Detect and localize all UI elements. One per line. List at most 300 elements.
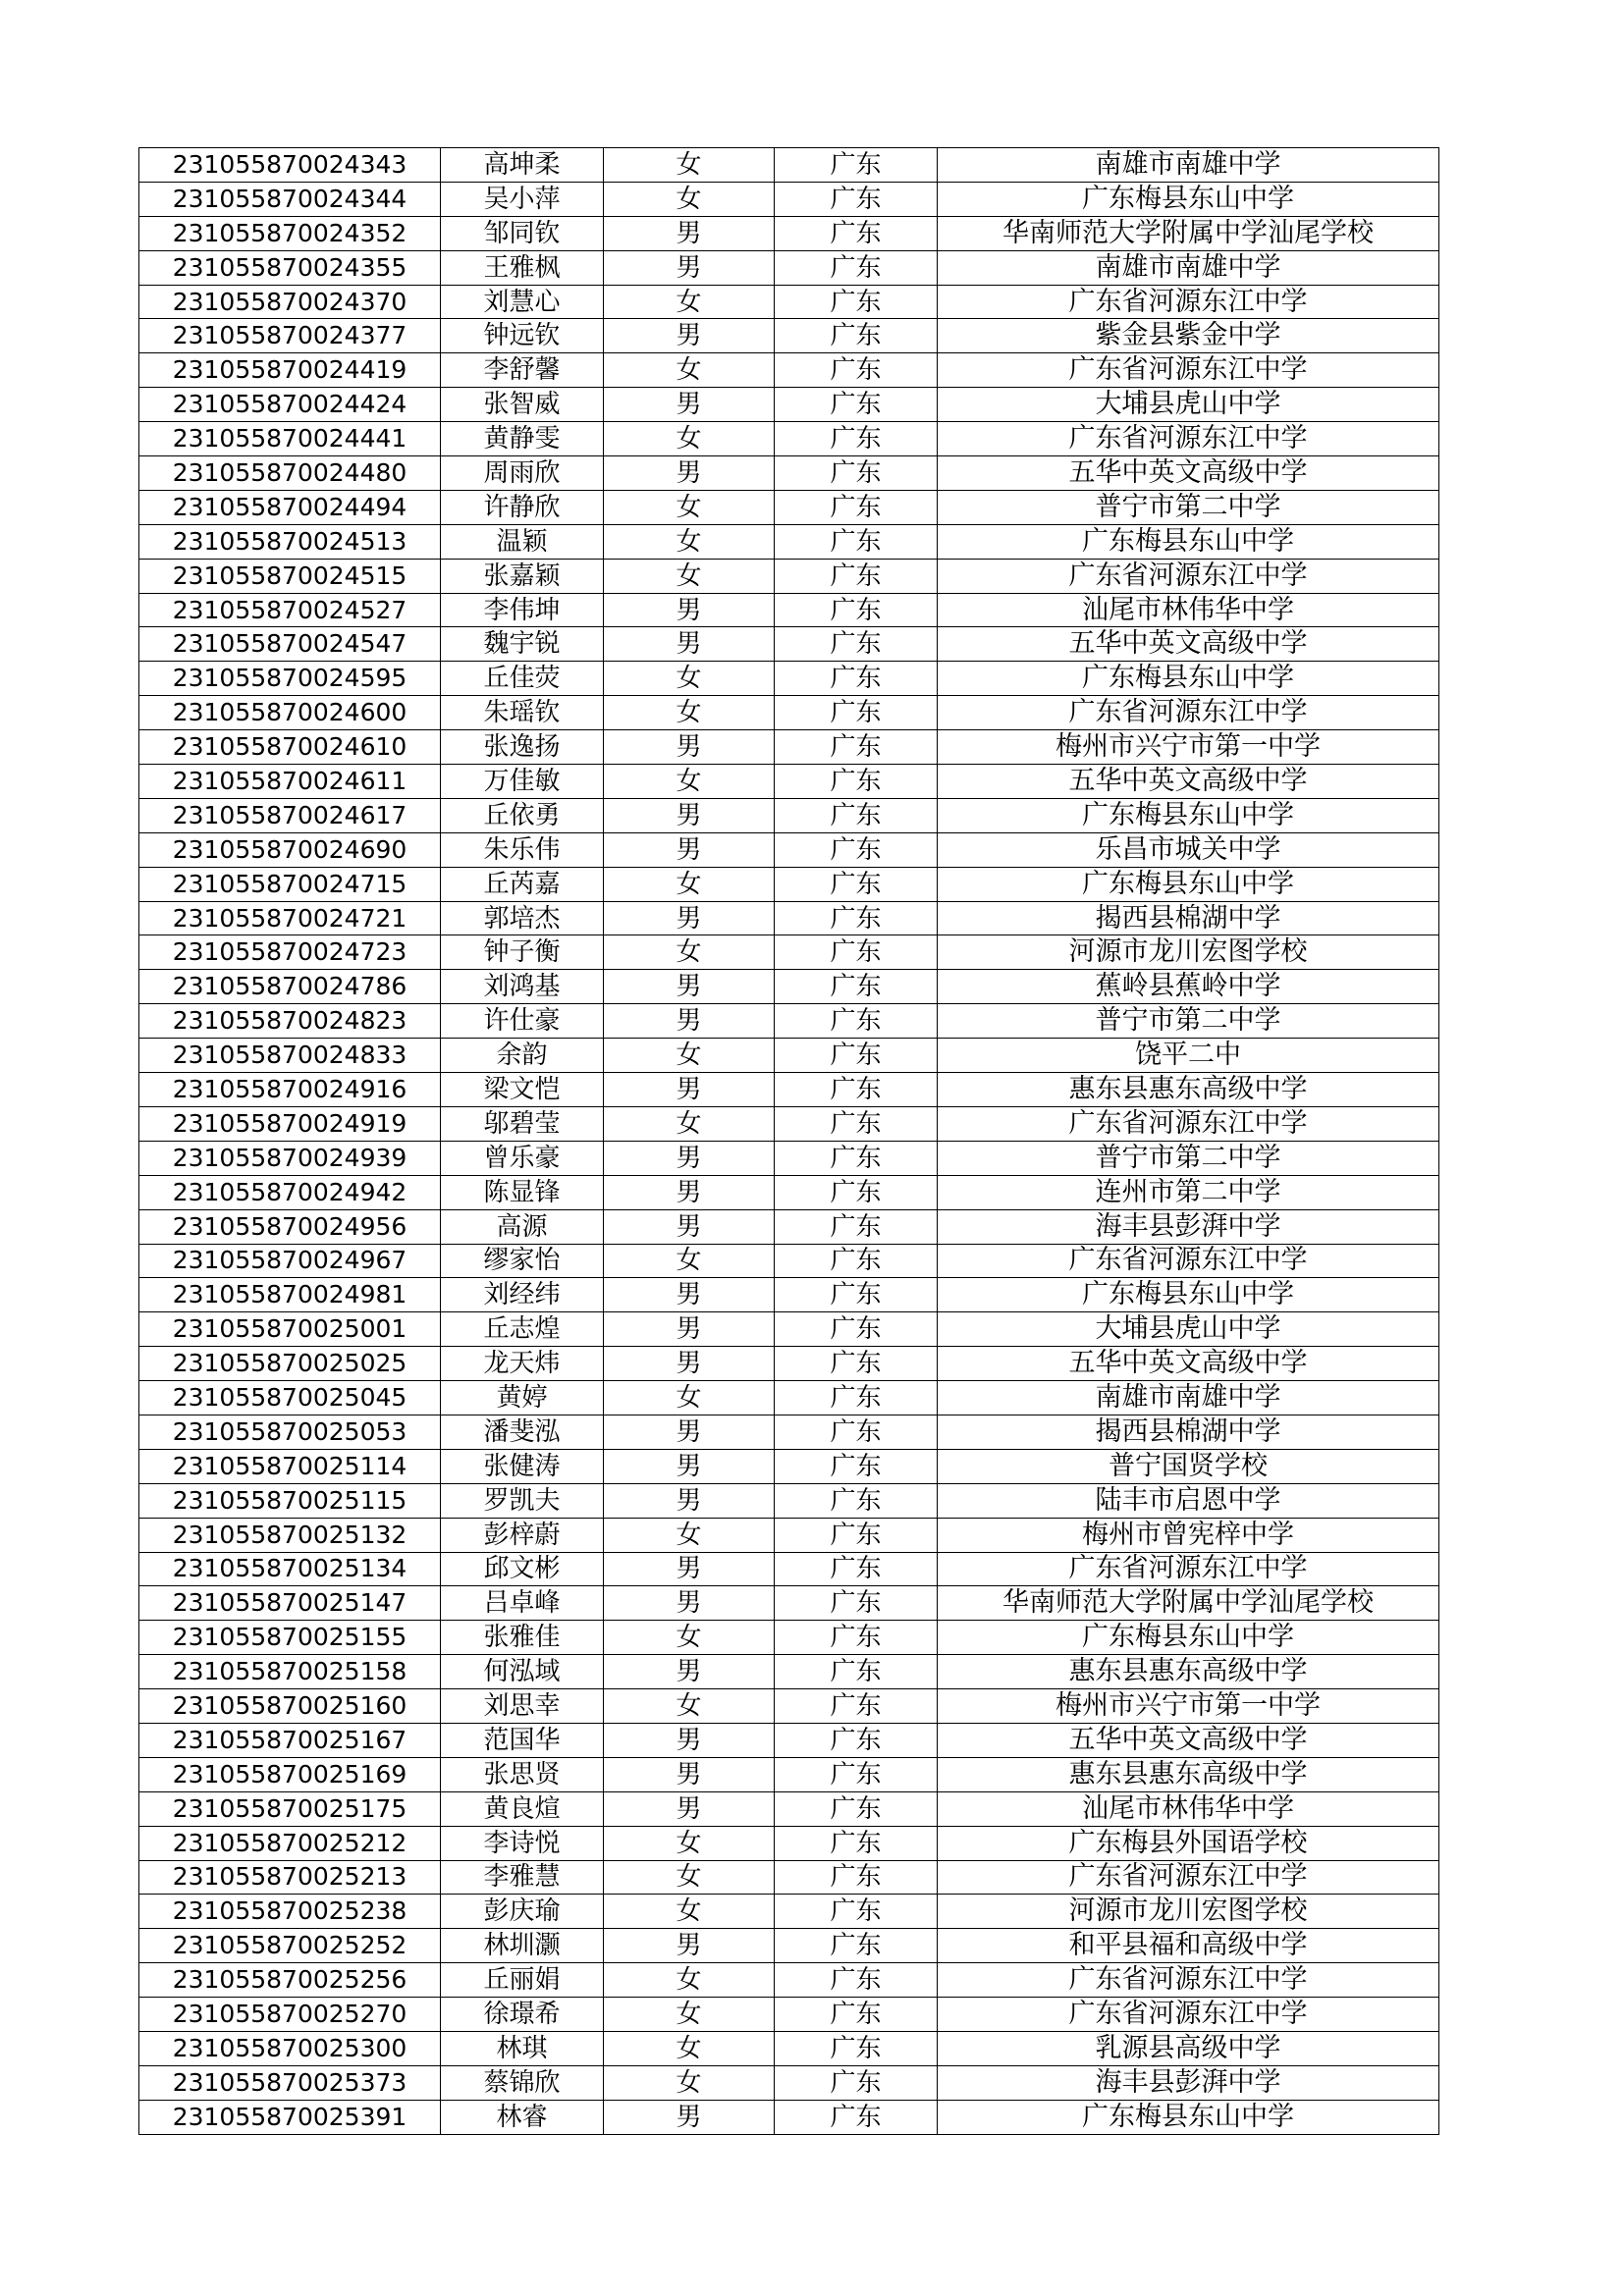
- province-cell: 广东: [775, 901, 938, 935]
- gender-cell: 男: [604, 2100, 775, 2134]
- gender-cell: 女: [604, 1860, 775, 1895]
- candidate-id-cell: 231055870025025: [139, 1347, 441, 1381]
- gender-cell: 女: [604, 1621, 775, 1655]
- province-cell: 广东: [775, 662, 938, 696]
- province-cell: 广东: [775, 1689, 938, 1724]
- province-cell: 广东: [775, 2031, 938, 2065]
- gender-cell: 男: [604, 1586, 775, 1621]
- gender-cell: 女: [604, 1963, 775, 1998]
- table-row: [139, 730, 1439, 765]
- gender-cell: 男: [604, 1483, 775, 1518]
- school-cell: 汕尾市林伟华中学: [938, 1791, 1439, 1826]
- gender-cell: 女: [604, 1106, 775, 1141]
- name-cell: 刘鸿基: [441, 970, 604, 1004]
- gender-cell: 女: [604, 1689, 775, 1724]
- school-cell: 梅州市兴宁市第一中学: [938, 730, 1439, 765]
- table-row: [139, 1929, 1439, 1963]
- table-row: [139, 1757, 1439, 1791]
- province-cell: 广东: [775, 970, 938, 1004]
- table-row: [139, 1895, 1439, 1929]
- gender-cell: 男: [604, 388, 775, 422]
- school-cell: 揭西县棉湖中学: [938, 901, 1439, 935]
- province-cell: 广东: [775, 1552, 938, 1586]
- name-cell: 缪家怡: [441, 1244, 604, 1278]
- school-cell: 大埔县虎山中学: [938, 388, 1439, 422]
- gender-cell: 女: [604, 662, 775, 696]
- table-row: [139, 1723, 1439, 1757]
- school-cell: 广东梅县东山中学: [938, 1278, 1439, 1312]
- name-cell: 余韵: [441, 1039, 604, 1073]
- province-cell: 广东: [775, 1415, 938, 1449]
- gender-cell: 女: [604, 765, 775, 799]
- name-cell: 张健涛: [441, 1449, 604, 1483]
- name-cell: 彭梓蔚: [441, 1518, 604, 1552]
- name-cell: 潘斐泓: [441, 1415, 604, 1449]
- province-cell: 广东: [775, 1209, 938, 1244]
- gender-cell: 女: [604, 2031, 775, 2065]
- table-row: [139, 388, 1439, 422]
- table-row: [139, 1175, 1439, 1209]
- name-cell: 林睿: [441, 2100, 604, 2134]
- candidate-id-cell: 231055870025045: [139, 1381, 441, 1415]
- candidate-id-cell: 231055870025256: [139, 1963, 441, 1998]
- gender-cell: 女: [604, 285, 775, 319]
- name-cell: 高源: [441, 1209, 604, 1244]
- name-cell: 万佳敏: [441, 765, 604, 799]
- table-row: [139, 593, 1439, 627]
- school-cell: 河源市龙川宏图学校: [938, 1895, 1439, 1929]
- school-cell: 五华中英文高级中学: [938, 765, 1439, 799]
- candidate-id-cell: 231055870025158: [139, 1655, 441, 1689]
- table-row: [139, 832, 1439, 867]
- roster-table: [138, 147, 1439, 2135]
- name-cell: 林圳灏: [441, 1929, 604, 1963]
- candidate-id-cell: 231055870024355: [139, 250, 441, 285]
- table-row: [139, 559, 1439, 593]
- province-cell: 广东: [775, 1073, 938, 1107]
- province-cell: 广东: [775, 1518, 938, 1552]
- name-cell: 朱瑶钦: [441, 696, 604, 730]
- table-row: [139, 353, 1439, 388]
- name-cell: 罗凯夫: [441, 1483, 604, 1518]
- school-cell: 广东省河源东江中学: [938, 1552, 1439, 1586]
- table-row: [139, 2100, 1439, 2134]
- candidate-id-cell: 231055870024419: [139, 353, 441, 388]
- province-cell: 广东: [775, 1449, 938, 1483]
- candidate-id-cell: 231055870025167: [139, 1723, 441, 1757]
- candidate-id-cell: 231055870024786: [139, 970, 441, 1004]
- name-cell: 李舒馨: [441, 353, 604, 388]
- province-cell: 广东: [775, 1895, 938, 1929]
- school-cell: 广东梅县东山中学: [938, 1621, 1439, 1655]
- name-cell: 周雨欣: [441, 456, 604, 491]
- table-row: [139, 1621, 1439, 1655]
- gender-cell: 男: [604, 1004, 775, 1039]
- school-cell: 普宁市第二中学: [938, 1141, 1439, 1175]
- table-row: [139, 1483, 1439, 1518]
- name-cell: 邬碧莹: [441, 1106, 604, 1141]
- school-cell: 广东梅县东山中学: [938, 662, 1439, 696]
- name-cell: 范国华: [441, 1723, 604, 1757]
- school-cell: 广东梅县东山中学: [938, 2100, 1439, 2134]
- gender-cell: 女: [604, 524, 775, 559]
- province-cell: 广东: [775, 1826, 938, 1860]
- gender-cell: 男: [604, 1312, 775, 1347]
- school-cell: 梅州市曾宪梓中学: [938, 1518, 1439, 1552]
- province-cell: 广东: [775, 148, 938, 183]
- candidate-id-cell: 231055870024956: [139, 1209, 441, 1244]
- gender-cell: 女: [604, 1518, 775, 1552]
- province-cell: 广东: [775, 250, 938, 285]
- gender-cell: 男: [604, 319, 775, 353]
- gender-cell: 男: [604, 456, 775, 491]
- name-cell: 龙天炜: [441, 1347, 604, 1381]
- name-cell: 吴小萍: [441, 182, 604, 216]
- province-cell: 广东: [775, 1347, 938, 1381]
- province-cell: 广东: [775, 1175, 938, 1209]
- school-cell: 五华中英文高级中学: [938, 1723, 1439, 1757]
- gender-cell: 女: [604, 696, 775, 730]
- province-cell: 广东: [775, 1141, 938, 1175]
- province-cell: 广东: [775, 627, 938, 662]
- candidate-id-cell: 231055870024833: [139, 1039, 441, 1073]
- province-cell: 广东: [775, 182, 938, 216]
- gender-cell: 男: [604, 250, 775, 285]
- province-cell: 广东: [775, 1312, 938, 1347]
- gender-cell: 女: [604, 422, 775, 456]
- province-cell: 广东: [775, 1278, 938, 1312]
- province-cell: 广东: [775, 935, 938, 970]
- name-cell: 郭培杰: [441, 901, 604, 935]
- name-cell: 李雅慧: [441, 1860, 604, 1895]
- candidate-id-cell: 231055870024690: [139, 832, 441, 867]
- gender-cell: 男: [604, 1175, 775, 1209]
- gender-cell: 男: [604, 1347, 775, 1381]
- school-cell: 华南师范大学附属中学汕尾学校: [938, 216, 1439, 250]
- gender-cell: 男: [604, 1552, 775, 1586]
- province-cell: 广东: [775, 832, 938, 867]
- table-row: [139, 1415, 1439, 1449]
- school-cell: 广东省河源东江中学: [938, 422, 1439, 456]
- school-cell: 广东省河源东江中学: [938, 559, 1439, 593]
- name-cell: 张智威: [441, 388, 604, 422]
- candidate-id-cell: 231055870024600: [139, 696, 441, 730]
- candidate-id-cell: 231055870024343: [139, 148, 441, 183]
- province-cell: 广东: [775, 1757, 938, 1791]
- name-cell: 许静欣: [441, 490, 604, 524]
- name-cell: 林琪: [441, 2031, 604, 2065]
- candidate-id-cell: 231055870025134: [139, 1552, 441, 1586]
- candidate-id-cell: 231055870024723: [139, 935, 441, 970]
- table-row: [139, 1963, 1439, 1998]
- gender-cell: 男: [604, 593, 775, 627]
- province-cell: 广东: [775, 1998, 938, 2032]
- gender-cell: 男: [604, 1278, 775, 1312]
- school-cell: 五华中英文高级中学: [938, 456, 1439, 491]
- gender-cell: 男: [604, 798, 775, 832]
- province-cell: 广东: [775, 1004, 938, 1039]
- candidate-id-cell: 231055870025175: [139, 1791, 441, 1826]
- gender-cell: 女: [604, 490, 775, 524]
- candidate-id-cell: 231055870025053: [139, 1415, 441, 1449]
- province-cell: 广东: [775, 1621, 938, 1655]
- province-cell: 广东: [775, 1244, 938, 1278]
- table-row: [139, 1039, 1439, 1073]
- candidate-id-cell: 231055870025252: [139, 1929, 441, 1963]
- gender-cell: 女: [604, 1244, 775, 1278]
- table-row: [139, 524, 1439, 559]
- school-cell: 海丰县彭湃中学: [938, 2065, 1439, 2100]
- table-row: [139, 2065, 1439, 2100]
- province-cell: 广东: [775, 1655, 938, 1689]
- table-row: [139, 1860, 1439, 1895]
- province-cell: 广东: [775, 559, 938, 593]
- name-cell: 张雅佳: [441, 1621, 604, 1655]
- table-row: [139, 422, 1439, 456]
- table-row: [139, 1791, 1439, 1826]
- candidate-id-cell: 231055870024939: [139, 1141, 441, 1175]
- table-row: [139, 2031, 1439, 2065]
- school-cell: 紫金县紫金中学: [938, 319, 1439, 353]
- name-cell: 丘志煌: [441, 1312, 604, 1347]
- candidate-id-cell: 231055870024377: [139, 319, 441, 353]
- candidate-id-cell: 231055870024967: [139, 1244, 441, 1278]
- candidate-id-cell: 231055870024424: [139, 388, 441, 422]
- candidate-id-cell: 231055870024547: [139, 627, 441, 662]
- school-cell: 南雄市南雄中学: [938, 1381, 1439, 1415]
- school-cell: 南雄市南雄中学: [938, 250, 1439, 285]
- candidate-id-cell: 231055870024715: [139, 867, 441, 901]
- candidate-id-cell: 231055870025169: [139, 1757, 441, 1791]
- school-cell: 河源市龙川宏图学校: [938, 935, 1439, 970]
- gender-cell: 女: [604, 353, 775, 388]
- school-cell: 乐昌市城关中学: [938, 832, 1439, 867]
- table-row: [139, 765, 1439, 799]
- table-row: [139, 250, 1439, 285]
- gender-cell: 男: [604, 1723, 775, 1757]
- table-row: [139, 1449, 1439, 1483]
- province-cell: 广东: [775, 867, 938, 901]
- province-cell: 广东: [775, 2065, 938, 2100]
- province-cell: 广东: [775, 456, 938, 491]
- candidate-id-cell: 231055870024823: [139, 1004, 441, 1039]
- table-row: [139, 1689, 1439, 1724]
- candidate-id-cell: 231055870025147: [139, 1586, 441, 1621]
- school-cell: 广东梅县外国语学校: [938, 1826, 1439, 1860]
- table-row: [139, 1312, 1439, 1347]
- candidate-id-cell: 231055870025212: [139, 1826, 441, 1860]
- table-row: [139, 867, 1439, 901]
- school-cell: 广东梅县东山中学: [938, 524, 1439, 559]
- name-cell: 黄良煊: [441, 1791, 604, 1826]
- table-row: [139, 1347, 1439, 1381]
- school-cell: 惠东县惠东高级中学: [938, 1757, 1439, 1791]
- candidate-id-cell: 231055870025373: [139, 2065, 441, 2100]
- candidate-id-cell: 231055870025114: [139, 1449, 441, 1483]
- school-cell: 广东省河源东江中学: [938, 1998, 1439, 2032]
- school-cell: 连州市第二中学: [938, 1175, 1439, 1209]
- candidate-id-cell: 231055870025001: [139, 1312, 441, 1347]
- gender-cell: 男: [604, 730, 775, 765]
- name-cell: 丘芮嘉: [441, 867, 604, 901]
- gender-cell: 男: [604, 1655, 775, 1689]
- school-cell: 饶平二中: [938, 1039, 1439, 1073]
- table-row: [139, 798, 1439, 832]
- roster-table-body: [139, 148, 1439, 2135]
- school-cell: 梅州市兴宁市第一中学: [938, 1689, 1439, 1724]
- school-cell: 广东省河源东江中学: [938, 696, 1439, 730]
- name-cell: 丘丽娟: [441, 1963, 604, 1998]
- school-cell: 普宁市第二中学: [938, 1004, 1439, 1039]
- table-row: [139, 901, 1439, 935]
- province-cell: 广东: [775, 1106, 938, 1141]
- province-cell: 广东: [775, 1381, 938, 1415]
- school-cell: 和平县福和高级中学: [938, 1929, 1439, 1963]
- name-cell: 钟子衡: [441, 935, 604, 970]
- school-cell: 五华中英文高级中学: [938, 627, 1439, 662]
- gender-cell: 男: [604, 1073, 775, 1107]
- province-cell: 广东: [775, 765, 938, 799]
- name-cell: 吕卓峰: [441, 1586, 604, 1621]
- candidate-id-cell: 231055870024916: [139, 1073, 441, 1107]
- candidate-id-cell: 231055870024981: [139, 1278, 441, 1312]
- name-cell: 张思贤: [441, 1757, 604, 1791]
- gender-cell: 男: [604, 627, 775, 662]
- gender-cell: 男: [604, 216, 775, 250]
- candidate-id-cell: 231055870024494: [139, 490, 441, 524]
- name-cell: 曾乐豪: [441, 1141, 604, 1175]
- table-row: [139, 662, 1439, 696]
- candidate-id-cell: 231055870025270: [139, 1998, 441, 2032]
- school-cell: 汕尾市林伟华中学: [938, 593, 1439, 627]
- province-cell: 广东: [775, 1791, 938, 1826]
- gender-cell: 男: [604, 1929, 775, 1963]
- school-cell: 揭西县棉湖中学: [938, 1415, 1439, 1449]
- province-cell: 广东: [775, 1929, 938, 1963]
- name-cell: 刘慧心: [441, 285, 604, 319]
- name-cell: 魏宇锐: [441, 627, 604, 662]
- province-cell: 广东: [775, 730, 938, 765]
- name-cell: 温颖: [441, 524, 604, 559]
- gender-cell: 男: [604, 1449, 775, 1483]
- table-row: [139, 319, 1439, 353]
- table-row: [139, 1586, 1439, 1621]
- table-row: [139, 1244, 1439, 1278]
- name-cell: 徐璟希: [441, 1998, 604, 2032]
- school-cell: 广东梅县东山中学: [938, 867, 1439, 901]
- school-cell: 华南师范大学附属中学汕尾学校: [938, 1586, 1439, 1621]
- school-cell: 广东省河源东江中学: [938, 285, 1439, 319]
- province-cell: 广东: [775, 319, 938, 353]
- school-cell: 蕉岭县蕉岭中学: [938, 970, 1439, 1004]
- table-row: [139, 1518, 1439, 1552]
- school-cell: 陆丰市启恩中学: [938, 1483, 1439, 1518]
- province-cell: 广东: [775, 1723, 938, 1757]
- candidate-id-cell: 231055870024611: [139, 765, 441, 799]
- candidate-id-cell: 231055870024513: [139, 524, 441, 559]
- gender-cell: 女: [604, 935, 775, 970]
- school-cell: 普宁市第二中学: [938, 490, 1439, 524]
- table-row: [139, 182, 1439, 216]
- table-row: [139, 696, 1439, 730]
- name-cell: 张逸扬: [441, 730, 604, 765]
- candidate-id-cell: 231055870025300: [139, 2031, 441, 2065]
- table-row: [139, 1381, 1439, 1415]
- candidate-id-cell: 231055870024480: [139, 456, 441, 491]
- candidate-id-cell: 231055870025160: [139, 1689, 441, 1724]
- name-cell: 张嘉颖: [441, 559, 604, 593]
- school-cell: 广东省河源东江中学: [938, 1106, 1439, 1141]
- gender-cell: 女: [604, 1998, 775, 2032]
- name-cell: 刘思幸: [441, 1689, 604, 1724]
- candidate-id-cell: 231055870024527: [139, 593, 441, 627]
- school-cell: 惠东县惠东高级中学: [938, 1073, 1439, 1107]
- candidate-id-cell: 231055870025213: [139, 1860, 441, 1895]
- candidate-id-cell: 231055870025238: [139, 1895, 441, 1929]
- name-cell: 王雅枫: [441, 250, 604, 285]
- gender-cell: 男: [604, 832, 775, 867]
- gender-cell: 女: [604, 148, 775, 183]
- school-cell: 广东梅县东山中学: [938, 182, 1439, 216]
- name-cell: 邹同钦: [441, 216, 604, 250]
- candidate-id-cell: 231055870024352: [139, 216, 441, 250]
- candidate-id-cell: 231055870024721: [139, 901, 441, 935]
- table-row: [139, 1552, 1439, 1586]
- province-cell: 广东: [775, 1860, 938, 1895]
- candidate-id-cell: 231055870024610: [139, 730, 441, 765]
- province-cell: 广东: [775, 490, 938, 524]
- table-row: [139, 935, 1439, 970]
- table-row: [139, 285, 1439, 319]
- candidate-id-cell: 231055870024370: [139, 285, 441, 319]
- school-cell: 海丰县彭湃中学: [938, 1209, 1439, 1244]
- table-row: [139, 1004, 1439, 1039]
- school-cell: 乳源县高级中学: [938, 2031, 1439, 2065]
- school-cell: 五华中英文高级中学: [938, 1347, 1439, 1381]
- candidate-id-cell: 231055870024617: [139, 798, 441, 832]
- name-cell: 朱乐伟: [441, 832, 604, 867]
- province-cell: 广东: [775, 2100, 938, 2134]
- candidate-id-cell: 231055870025155: [139, 1621, 441, 1655]
- name-cell: 钟远钦: [441, 319, 604, 353]
- province-cell: 广东: [775, 216, 938, 250]
- table-row: [139, 1141, 1439, 1175]
- name-cell: 邱文彬: [441, 1552, 604, 1586]
- table-row: [139, 456, 1439, 491]
- name-cell: 李诗悦: [441, 1826, 604, 1860]
- province-cell: 广东: [775, 1963, 938, 1998]
- table-row: [139, 1209, 1439, 1244]
- gender-cell: 女: [604, 1039, 775, 1073]
- province-cell: 广东: [775, 1586, 938, 1621]
- province-cell: 广东: [775, 388, 938, 422]
- table-row: [139, 627, 1439, 662]
- candidate-id-cell: 231055870025115: [139, 1483, 441, 1518]
- candidate-id-cell: 231055870025132: [139, 1518, 441, 1552]
- name-cell: 高坤柔: [441, 148, 604, 183]
- province-cell: 广东: [775, 593, 938, 627]
- school-cell: 广东省河源东江中学: [938, 1963, 1439, 1998]
- name-cell: 黄婷: [441, 1381, 604, 1415]
- candidate-id-cell: 231055870024515: [139, 559, 441, 593]
- province-cell: 广东: [775, 1483, 938, 1518]
- gender-cell: 男: [604, 970, 775, 1004]
- name-cell: 许仕豪: [441, 1004, 604, 1039]
- gender-cell: 男: [604, 1141, 775, 1175]
- table-row: [139, 1826, 1439, 1860]
- gender-cell: 男: [604, 1791, 775, 1826]
- gender-cell: 男: [604, 1415, 775, 1449]
